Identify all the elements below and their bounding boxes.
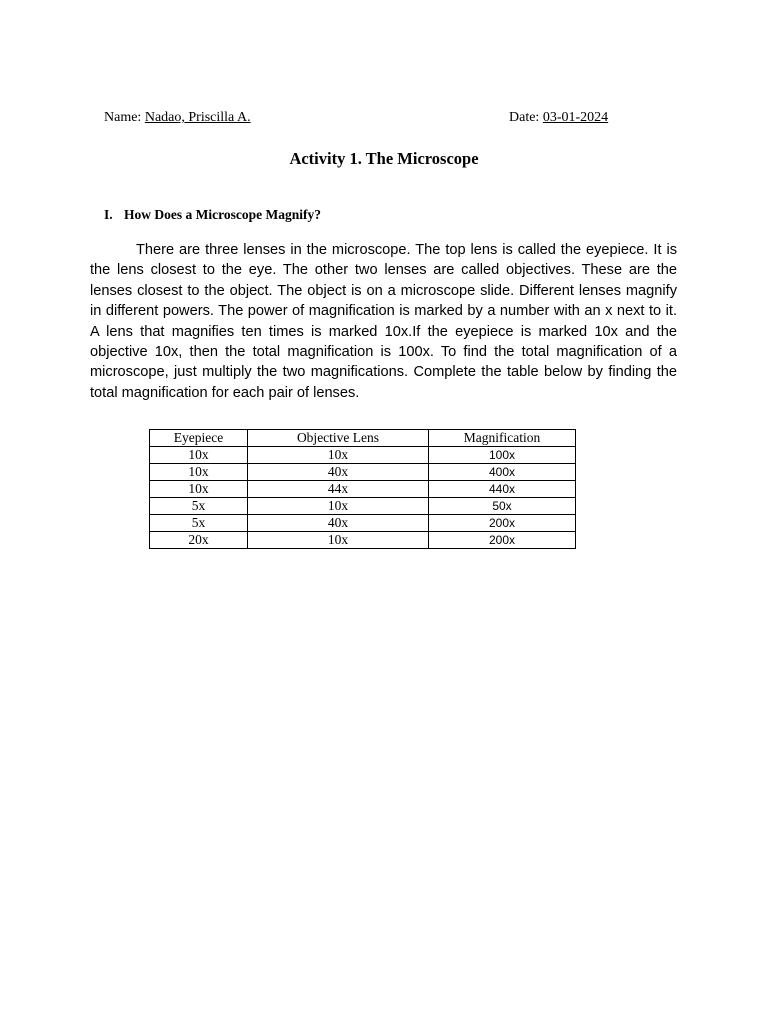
name-value: Nadao, Priscilla A. <box>144 110 251 125</box>
table-row <box>150 532 576 549</box>
magnification-cell: 200x <box>429 515 576 532</box>
eyepiece-cell: 10x <box>150 481 248 498</box>
table-row <box>150 481 576 498</box>
date-label: Date: <box>509 110 540 125</box>
date-value: 03-01-2024 <box>542 110 609 125</box>
magnification-cell: 400x <box>429 464 576 481</box>
eyepiece-cell: 10x <box>150 464 248 481</box>
objective-cell: 10x <box>248 498 429 515</box>
objective-cell: 10x <box>248 532 429 549</box>
magnification-cell: 200x <box>429 532 576 549</box>
document-title: Activity 1. The Microscope <box>289 149 479 168</box>
table-row <box>150 464 576 481</box>
name-label: Name: <box>104 110 142 125</box>
section-heading <box>104 206 321 223</box>
header-objective-lens: Objective Lens <box>248 430 429 447</box>
objective-cell: 10x <box>248 447 429 464</box>
body-paragraph: There are three lenses in the microscope. The top lens is called the eyepiece. It is the lens closest to the eye. The other two lenses are called objectives. These are the lenses closest to the object. The object is on a microscope slide. Different lenses magnify in different powers. The power of magnification is marked by a number with an x next to it. A lens that magnifies ten times is marked 10x.If the eyepiece is marked 10x and the objective 10x, then the total magnification is 100x. To find the total magnification of a microscope, just multiply the two magnifications. Complete the table below by finding the total magnification for each pair of lenses. <box>90 242 677 401</box>
eyepiece-cell: 5x <box>150 515 248 532</box>
date-line <box>509 109 608 127</box>
name-line <box>104 109 251 127</box>
header-eyepiece: Eyepiece <box>150 430 248 447</box>
header-magnification: Magnification <box>429 430 576 447</box>
eyepiece-cell: 20x <box>150 532 248 549</box>
magnification-cell: 50x <box>429 498 576 515</box>
magnification-cell: 440x <box>429 481 576 498</box>
table-row <box>150 515 576 532</box>
table-header-row <box>150 430 576 447</box>
section-number: I. <box>104 207 113 222</box>
eyepiece-cell: 10x <box>150 447 248 464</box>
table-row <box>150 447 576 464</box>
objective-cell: 40x <box>248 515 429 532</box>
objective-cell: 44x <box>248 481 429 498</box>
eyepiece-cell: 5x <box>150 498 248 515</box>
magnification-table <box>149 429 576 549</box>
table-row <box>150 498 576 515</box>
section-heading-text: How Does a Microscope Magnify? <box>124 207 321 222</box>
magnification-cell: 100x <box>429 447 576 464</box>
objective-cell: 40x <box>248 464 429 481</box>
